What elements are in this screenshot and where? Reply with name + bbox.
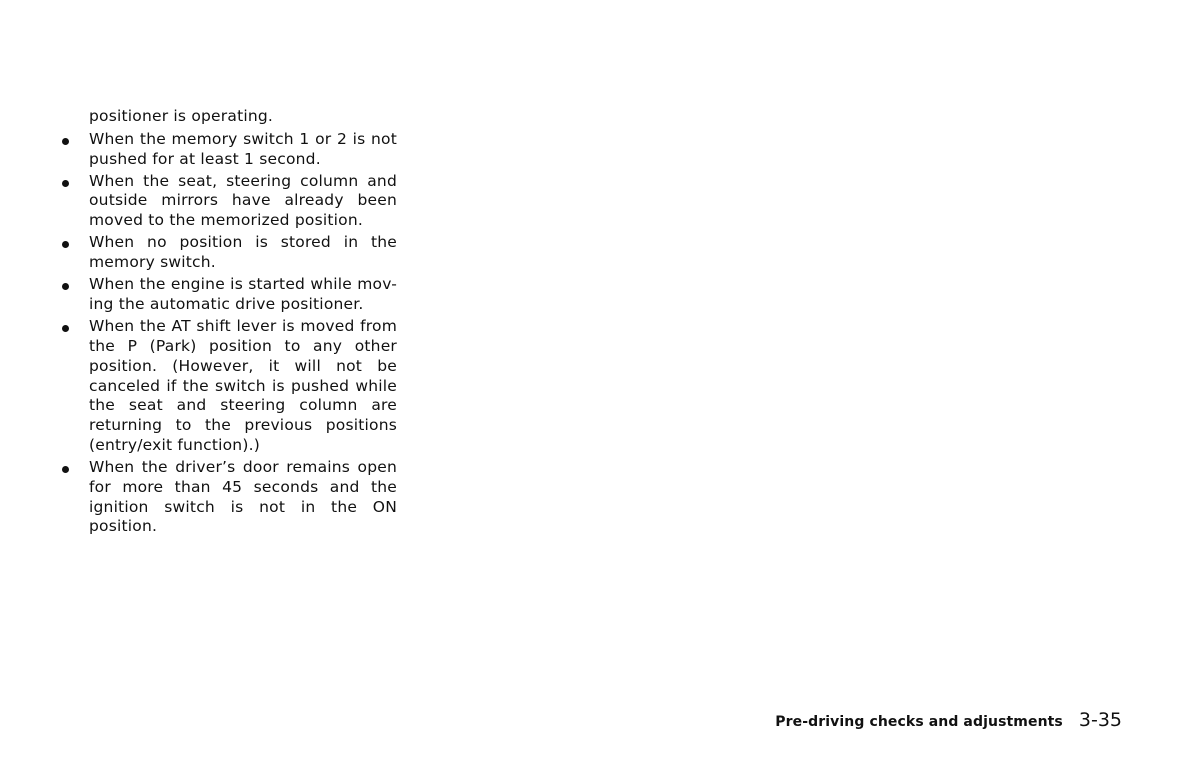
bullet-icon xyxy=(62,138,69,145)
continuation-text: positioner is operating. xyxy=(89,107,274,125)
list-item xyxy=(58,458,397,537)
bullet-list xyxy=(58,130,397,537)
list-item xyxy=(58,317,397,456)
bullet-icon xyxy=(62,180,69,187)
bullet-icon xyxy=(62,466,69,473)
bullet-icon xyxy=(62,241,69,248)
list-item-text: When the driver’s door remains open for more than 45 seconds and the ignition switch is not in the ON position. xyxy=(89,458,397,536)
list-item xyxy=(58,130,397,170)
text-column xyxy=(58,107,397,540)
bullet-icon xyxy=(62,283,69,290)
list-item xyxy=(58,275,397,315)
page-number: 3-35 xyxy=(1078,709,1122,731)
section-title: Pre-driving checks and adjustments xyxy=(775,714,1063,730)
list-item-text: When the seat, steering column and outside mirrors have already been moved to the memorized position. xyxy=(89,171,397,230)
list-item xyxy=(58,233,397,273)
list-item-text: When the memory switch 1 or 2 is not pushed for at least 1 second. xyxy=(89,129,397,168)
list-item-text: When the AT shift lever is moved from the P (Park) position to any other position. (However, it will not be canceled if the switch is pushed while the seat and steering column are returning to the previous positions (entry/exit function).) xyxy=(89,317,397,454)
list-item-text: When no position is stored in the memory switch. xyxy=(89,233,397,272)
page-footer xyxy=(775,709,1122,731)
bullet-icon xyxy=(62,325,69,332)
list-item-text: When the engine is started while mov-ing the automatic drive positioner. xyxy=(89,275,397,314)
list-item xyxy=(58,172,397,231)
